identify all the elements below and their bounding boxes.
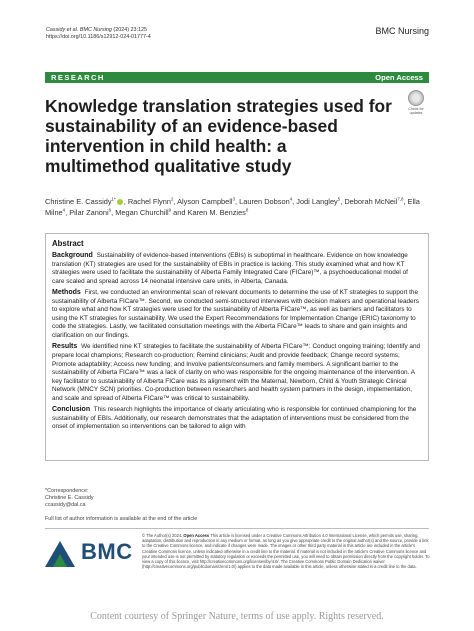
check-for-updates-badge[interactable] <box>403 90 429 118</box>
author[interactable]: Rachel Flynn$^2$ <box>127 196 174 206</box>
section-label: Results <box>52 343 78 351</box>
open-access-label: Open Access <box>375 73 423 82</box>
author-list: Christine E. Cassidy$^{1*}$ , Rachel Flynn$^2$, Alyson Campbell$^3$, Lauren Dobson$^4$, Jodi Langley$^5$, Deborah McNeil$^{7,8}$, Ella Milne$^4$, Pilar Zanoni$^6$, Megan Churchill$^9$ and Karen M. Benzies$^8$ <box>45 196 420 218</box>
author[interactable]: Deborah McNeil$^{7,8}$ <box>344 196 404 206</box>
citation-volume: (2024) 23:125 <box>113 27 147 33</box>
check-for-updates-icon <box>408 90 424 106</box>
correspondence-email[interactable]: ccassidy@dal.ca <box>45 502 86 508</box>
footer-notice: Content courtesy of Springer Nature, terms of use apply. Rights reserved. <box>90 611 384 622</box>
journal-name: BMC Nursing <box>375 26 429 36</box>
check-for-updates-label: Check for updates <box>408 107 424 115</box>
author[interactable]: Alyson Campbell$^3$ <box>177 196 236 206</box>
article-title: Knowledge translation strategies used for sustainability of an evidence-based intervention in child health: a multimethod qualitative study <box>45 96 392 176</box>
author[interactable]: Lauren Dobson$^4$ <box>239 196 293 206</box>
abstract-background: Background Sustainability of evidence-based interventions (EBIs) is suboptimal in healthcare. Evidence on how knowledge translation (KT) strategies are used for the sustainability of EBIs in practice is lacking. This study examined what and how KT strategies were used to facilitate the sustainability of Alberta Family Integrated Care (FICare)™, a psychoeducational model of care scaled and spread across 14 neonatal intensive care units, in Alberta, Canada. <box>52 252 408 285</box>
section-label: Background <box>52 252 93 259</box>
citation-block <box>46 27 151 41</box>
author[interactable]: Jodi Langley$^5$ <box>296 196 341 206</box>
author[interactable]: Megan Churchill$^9$ <box>115 207 172 218</box>
license-text: © The Author(s) 2024. Open Access This article is licensed under a Creative Commons Attribution 4.0 International License, which permits use, sharing, adaptation, distribution and reproduction in any medium or format, as long as you give appropriate credit to the original author(s) and the source, provide a link to the Creative Commons licence, and indicate if changes were made. The images or other third party material in this article are included in the article's Creative Commons licence, unless indicated otherwise in a credit line to the material. If material is not included in the article's Creative Commons licence and your intended use is not permitted by statutory regulation or exceeds the permitted use, you will need to obtain permission directly from the copyright holder. To view a copy of this licence, visit http://creativecommons.org/licenses/by/4.0/. The Creative Commons Public Domain Dedication waiver (http://creativecommons.org/publicdomain/zero/1.0/) applies to the data made available in this article, unless otherwise stated in a credit line to the data. <box>142 533 430 570</box>
author[interactable]: Christine E. Cassidy$^{1*}$ <box>45 197 124 206</box>
abstract-conclusion: Conclusion This research highlights the importance of clearly articulating who is responsible for continued championing for the sustainability of EBIs. Additionally, our research demonstrates that the adaptation of interventions must be considered from the onset of implementation so interventions can be tailored to align with <box>52 406 417 431</box>
divider <box>45 528 429 529</box>
citation: Cassidy et al. BMC Nursing <box>46 27 112 33</box>
article-type-band <box>45 72 429 83</box>
orcid-icon[interactable] <box>117 199 123 205</box>
author[interactable]: Pilar Zanoni$^6$ <box>69 207 112 218</box>
abstract-results: Results We identified nine KT strategies to facilitate the sustainability of Alberta FICare™: Conduct ongoing training; Identify and prepare local champions; Research co-production; Remind clinicians; Audit and provide feedback; Change record systems; Promote adaptability; Access new funding; and Involve patients/consumers and family members. A significant barrier to the sustainability of Alberta FICare™ was a lack of clarity on who was responsible for the ongoing maintenance of the intervention. A key facilitator to sustainability of Alberta FICare was its alignment with the Maternal, Newborn, Child & Youth Strategic Clinical Network (MNCY SCN) priorities. Co-production between researchers and health system partners in the design, implementation, and scale and spread of Alberta FICare™ was critical to sustainability. <box>52 343 421 402</box>
correspondence-name: Christine E. Cassidy <box>45 495 94 501</box>
abstract-box <box>45 233 429 461</box>
bmc-logo <box>45 537 135 567</box>
open-access-label-small: Open Access <box>183 533 210 538</box>
abstract-methods: Methods First, we conducted an environmental scan of relevant documents to determine the use of KT strategies to support the sustainability of Alberta FICare™. Second, we conducted semi-structured interviews with decision makers and operational leaders to explore what and how KT strategies were used for the sustainability of Alberta FICare™, as well as barriers and facilitators to using the KT strategies for sustainability. We used the Expert Recommendations for Implementation Change (ERIC) taxonomy to code the strategies. Lastly, we facilitated consultation meetings with the Alberta FICare™ leads to share and gain insights and clarification on our findings. <box>52 289 419 339</box>
correspondence <box>45 488 94 509</box>
correspondence-label: *Correspondence: <box>45 488 89 494</box>
author-info-note: Full list of author information is available at the end of the article <box>45 516 198 522</box>
bmc-logo-text: BMC <box>81 539 133 564</box>
author[interactable]: Karen M. Benzies$^8$ <box>187 207 249 218</box>
article-type: RESEARCH <box>51 73 105 82</box>
bmc-logo-icon <box>45 537 75 567</box>
abstract-heading: Abstract <box>52 239 84 248</box>
author[interactable]: Ella Milne$^4$ <box>45 197 420 218</box>
doi-link[interactable]: https://doi.org/10.1186/s12912-024-01777-4 <box>46 34 151 40</box>
section-label: Methods <box>52 289 81 297</box>
section-label: Conclusion <box>52 406 91 414</box>
